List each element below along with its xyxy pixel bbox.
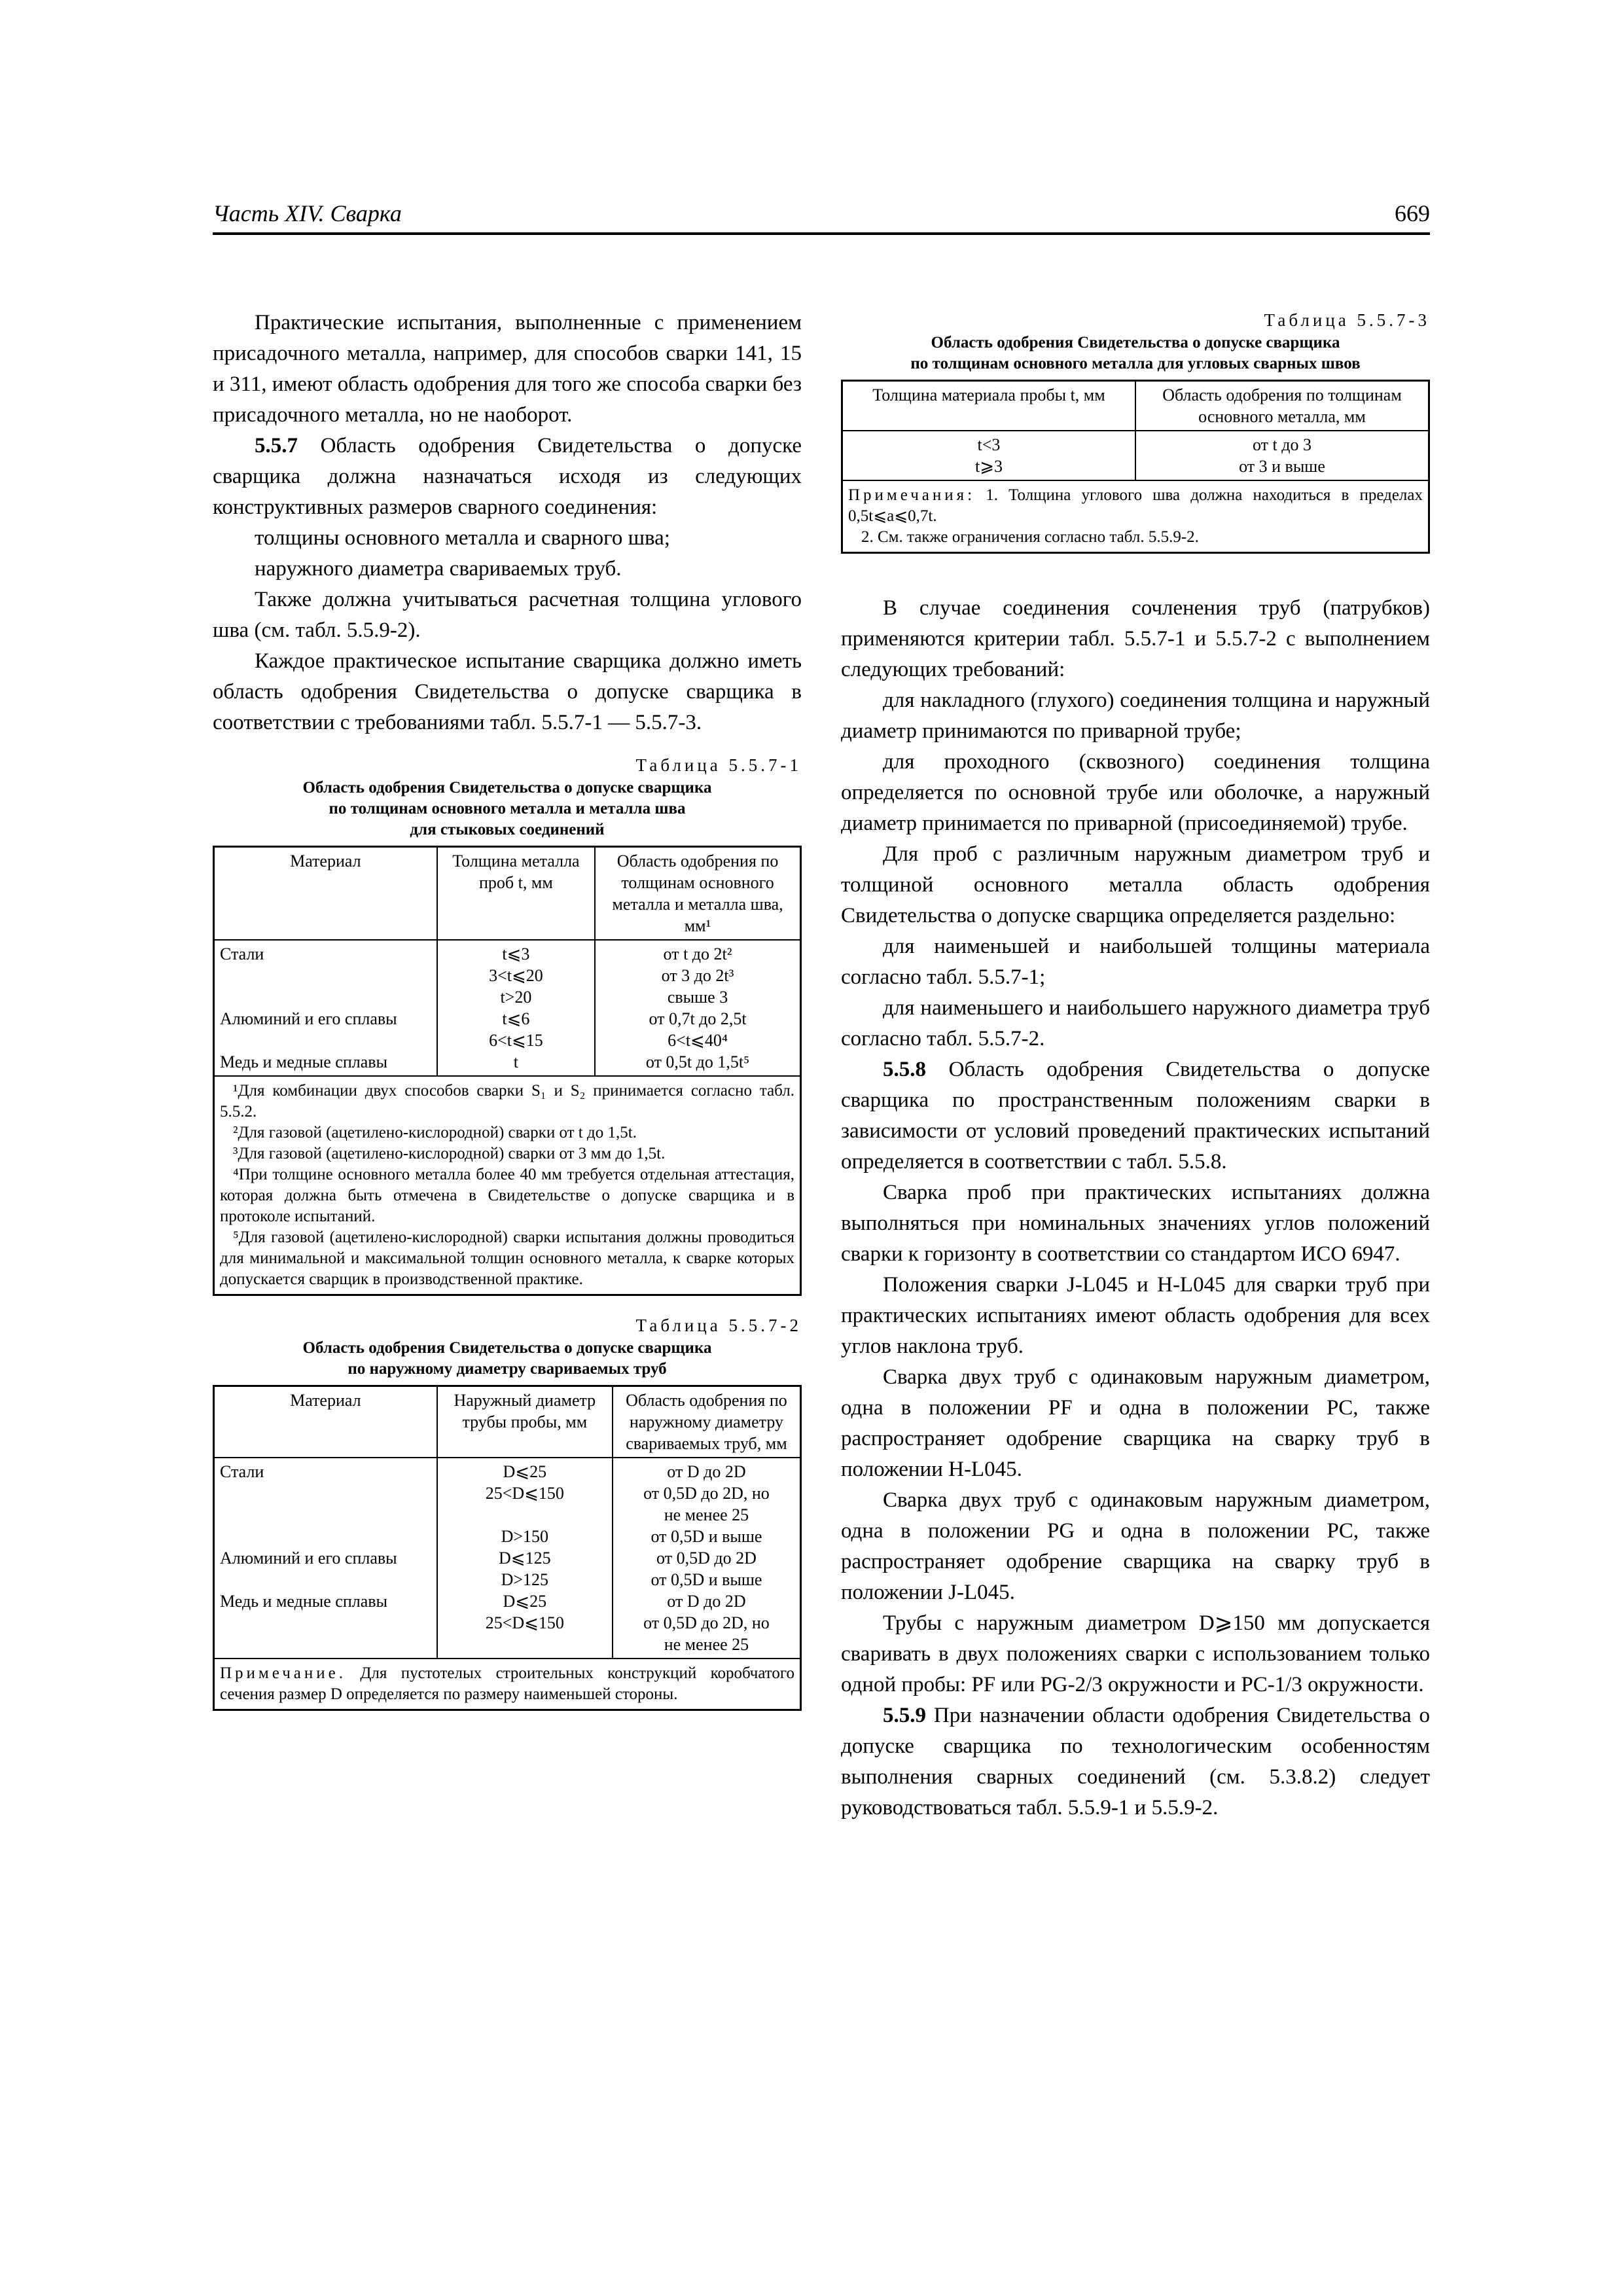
- paragraph: Также должна учитываться расчетная толщина углового шва (см. табл. 5.5.9-2).: [213, 588, 802, 642]
- running-header: [213, 200, 1430, 232]
- cell-line: от 0,5D до 2D, но: [643, 1484, 770, 1503]
- cell-line: t<3: [977, 435, 1001, 454]
- table-caption: [841, 332, 1430, 374]
- paragraph: Практические испытания, выполненные с применением присадочного металла, например, для способов сварки 141, 15 и 311, имеют область одобрения для того же способа сварки без присадочного металла, но не наоборот.: [213, 311, 802, 427]
- cell-line: t: [513, 1052, 519, 1071]
- table-note: [215, 1658, 800, 1709]
- cell-line: [220, 1612, 431, 1634]
- cell-line: [220, 1634, 431, 1655]
- cell-line: не менее 25: [664, 1505, 749, 1524]
- column-header: Материал: [215, 848, 437, 940]
- range-cell: [613, 1458, 800, 1658]
- thickness-cell: [437, 940, 595, 1075]
- section-text: Область одобрения Свидетельства о допуске сварщика по пространственным положениям сварки в зависимости от условий проведений практических испытаний определяется в соответствии с табл. 5.5.8.: [841, 1058, 1430, 1174]
- column-header: Область одобрения по толщинам основного металла, мм: [1135, 382, 1428, 431]
- table-label: Таблица 5.5.7-1: [635, 755, 802, 775]
- section-5-5-8: [841, 1054, 1430, 1177]
- table-5-5-7-1: [213, 753, 802, 1296]
- footnote: ²Для газовой (ацетилено-кислородной) сварки от t до 1,5t.: [233, 1124, 637, 1141]
- data-table: [215, 848, 800, 1075]
- paragraph: Сварка проб при практических испытаниях должна выполняться при номинальных значениях углов положений сварки к горизонту в соответствии со стандартом ИСО 6947.: [841, 1181, 1430, 1266]
- note-label: Примечания:: [848, 486, 976, 504]
- cell-line: D⩽25: [503, 1592, 547, 1611]
- paragraph: для накладного (глухого) соединения толщина и наружный диаметр принимаются по приварной трубе;: [841, 689, 1430, 743]
- column-header: Область одобрения по наружному диаметру свариваемых труб, мм: [613, 1387, 800, 1458]
- cell-line: от 0,5D и выше: [651, 1527, 762, 1546]
- note-text: 1. Толщина углового шва должна находиться в пределах 0,5t⩽a⩽0,7t.: [848, 486, 1423, 525]
- cell-line: [443, 1504, 607, 1526]
- cell-line: D>150: [501, 1527, 549, 1546]
- table-footnotes: [215, 1075, 800, 1294]
- paragraph: для наименьшего и наибольшего наружного диаметра труб согласно табл. 5.5.7-2.: [841, 996, 1430, 1050]
- caption-line: по толщинам основного металла для угловых сварных швов: [910, 355, 1361, 372]
- paragraph: Для проб с различным наружным диаметром труб и толщиной основного металла область одобрения Свидетельства о допуске сварщика определяется раздельно:: [841, 842, 1430, 927]
- cell-line: 25<D⩽150: [485, 1484, 564, 1503]
- cell-line: [220, 1482, 431, 1504]
- table-header-row: [215, 848, 800, 940]
- thickness-cell: [843, 431, 1135, 480]
- table-row: [215, 940, 800, 1075]
- paragraph: для проходного (сквозного) соединения толщина определяется по основной трубе или оболочке, а наружный диаметр принимается по приварной (присоединяемой) трубе.: [841, 750, 1430, 835]
- section-number: 5.5.8: [883, 1058, 926, 1081]
- header-title: Часть XIV. Сварка: [213, 200, 402, 226]
- cell-line: [443, 1634, 607, 1655]
- material-cell: [215, 1458, 437, 1658]
- caption-line: для стыковых соединений: [410, 821, 605, 838]
- cell-line: 6<t⩽40⁴: [668, 1031, 728, 1050]
- cell-line: от 3 и выше: [1239, 457, 1325, 476]
- table-row: [215, 1458, 800, 1658]
- cell-line: [220, 965, 431, 986]
- cell-line: t>20: [500, 988, 532, 1007]
- cell-line: от 3 до 2t³: [661, 966, 734, 985]
- note-label: Примечание.: [220, 1664, 347, 1682]
- footnote: ¹Для комбинации двух способов сварки S₁ и S₂ принимается согласно табл. 5.5.2.: [220, 1082, 794, 1121]
- cell-line: от D до 2D: [667, 1592, 746, 1611]
- paragraph: для наименьшей и наибольшей толщины материала согласно табл. 5.5.7-1;: [841, 935, 1430, 989]
- table-frame: [841, 380, 1430, 554]
- footnote: ⁵Для газовой (ацетилено-кислородной) сварки испытания должны проводиться для минимальной и максимальной толщин основного металла, к сварке которых допускается сварщик в производственной практике.: [220, 1229, 794, 1288]
- cell-line: [220, 1569, 431, 1590]
- section-number: 5.5.9: [883, 1704, 926, 1727]
- cell-line: от 0,5t до 1,5t⁵: [645, 1052, 750, 1071]
- section-number: 5.5.7: [255, 434, 298, 457]
- cell-line: D⩽25: [503, 1462, 547, 1481]
- left-column: [213, 308, 802, 1711]
- table-label: Таблица 5.5.7-2: [635, 1316, 802, 1335]
- data-table: [843, 382, 1428, 480]
- header-rule: [213, 232, 1430, 235]
- footnote: ⁴При толщине основного металла более 40 мм требуется отдельная аттестация, которая должна быть отмечена в Свидетельстве о допуске сварщика и в протоколе испытаний.: [220, 1166, 794, 1225]
- table-header-row: [843, 382, 1428, 431]
- section-text: При назначении области одобрения Свидетельства о допуске сварщика по технологическим особенностям выполнения сварных соединений (см. 5.3.8.2) следует руководствоваться табл. 5.5.9-1 и 5.5.9-2.: [841, 1704, 1430, 1820]
- caption-line: Область одобрения Свидетельства о допуске сварщика: [302, 779, 712, 797]
- footnote: ³Для газовой (ацетилено-кислородной) сварки от 3 мм до 1,5t.: [233, 1145, 666, 1162]
- note-text: Для пустотелых строительных конструкций коробчатого сечения размер D определяется по размеру наименьшей стороны.: [220, 1664, 794, 1703]
- note-text: 2. См. также ограничения согласно табл. 5.5.9-2.: [861, 528, 1199, 546]
- paragraph: Трубы с наружным диаметром D⩾150 мм допускается сваривать в двух положениях сварки с использованием только одной пробы: PF или PG-2/3 окружности и PC-1/3 окружности.: [841, 1611, 1430, 1696]
- column-header: Область одобрения по толщинам основного металла и металла шва, мм¹: [595, 848, 800, 940]
- caption-line: Область одобрения Свидетельства о допуске сварщика: [931, 334, 1340, 351]
- cell-line: [220, 1526, 431, 1547]
- table-caption: [213, 778, 802, 840]
- paragraph: Сварка двух труб с одинаковым наружным диаметром, одна в положении PF и одна в положении PC, также распространяет одобрение сварщика на сварку труб в положении H-L045.: [841, 1365, 1430, 1481]
- column-header: Материал: [215, 1387, 437, 1458]
- table-caption: [213, 1338, 802, 1380]
- paragraph: Каждое практическое испытание сварщика должно иметь область одобрения Свидетельства о допуске сварщика в соответствии с требованиями табл. 5.5.7-1 — 5.5.7-3.: [213, 649, 802, 734]
- data-table: [215, 1387, 800, 1658]
- cell-line: от 0,5D и выше: [651, 1570, 762, 1589]
- cell-line: от t до 3: [1253, 435, 1311, 454]
- cell-line: D⩽125: [499, 1549, 551, 1568]
- cell-line: t⩽6: [502, 1009, 530, 1028]
- section-5-5-7: [213, 431, 802, 523]
- table-frame: [213, 846, 802, 1296]
- list-item: наружного диаметра свариваемых труб.: [255, 557, 622, 581]
- cell-line: от t до 2t²: [663, 944, 732, 963]
- caption-line: по толщинам основного металла и металла шва: [329, 800, 686, 817]
- range-cell: [1135, 431, 1428, 480]
- paragraph: Положения сварки J-L045 и H-L045 для сварки труб при практических испытаниях имеют область одобрения для всех углов наклона труб.: [841, 1273, 1430, 1358]
- section-text: Область одобрения Свидетельства о допуске сварщика должна назначаться исходя из следующих конструктивных размеров сварного соединения:: [213, 434, 802, 519]
- paragraph: Сварка двух труб с одинаковым наружным диаметром, одна в положении PG и одна в положении PC, также распространяет одобрение сварщика на сварку труб в положении J-L045.: [841, 1488, 1430, 1604]
- column-header: Толщина металла проб t, мм: [437, 848, 595, 940]
- cell-line: [220, 1504, 431, 1526]
- cell-line: свыше 3: [667, 988, 728, 1007]
- cell-line: Медь и медные сплавы: [220, 1592, 387, 1611]
- cell-line: 3<t⩽20: [489, 966, 543, 985]
- cell-line: Алюминий и его сплавы: [220, 1549, 397, 1568]
- cell-line: [220, 986, 431, 1008]
- cell-line: Стали: [220, 1462, 264, 1481]
- cell-line: не менее 25: [664, 1635, 749, 1654]
- right-column: [841, 308, 1430, 1823]
- cell-line: [220, 1030, 431, 1051]
- table-label: Таблица 5.5.7-3: [1264, 310, 1430, 330]
- table-note: [843, 480, 1428, 552]
- table-frame: [213, 1385, 802, 1711]
- cell-line: t⩾3: [974, 457, 1003, 476]
- cell-line: 6<t⩽15: [489, 1031, 543, 1050]
- diameter-cell: [437, 1458, 613, 1658]
- caption-line: по наружному диаметру свариваемых труб: [348, 1360, 667, 1378]
- cell-line: от 0,7t до 2,5t: [649, 1009, 747, 1028]
- table-5-5-7-3: [841, 308, 1430, 554]
- page-number: 669: [1395, 200, 1430, 226]
- cell-line: от D до 2D: [667, 1462, 746, 1481]
- cell-line: t⩽3: [502, 944, 530, 963]
- cell-line: Медь и медные сплавы: [220, 1052, 387, 1071]
- caption-line: Область одобрения Свидетельства о допуске сварщика: [302, 1339, 712, 1357]
- cell-line: Стали: [220, 944, 264, 963]
- cell-line: от 0,5D до 2D: [656, 1549, 757, 1568]
- table-5-5-7-2: [213, 1313, 802, 1711]
- column-header: Толщина материала пробы t, мм: [843, 382, 1135, 431]
- paragraph: В случае соединения сочленения труб (патрубков) применяются критерии табл. 5.5.7-1 и 5.5.7-2 с выполнением следующих требований:: [841, 596, 1430, 681]
- range-cell: [595, 940, 800, 1075]
- section-5-5-9: [841, 1700, 1430, 1823]
- cell-line: 25<D⩽150: [485, 1613, 564, 1632]
- material-cell: [215, 940, 437, 1075]
- list-item: толщины основного металла и сварного шва;: [255, 526, 670, 550]
- table-row: [843, 431, 1428, 480]
- cell-line: от 0,5D до 2D, но: [643, 1613, 770, 1632]
- table-header-row: [215, 1387, 800, 1458]
- column-header: Наружный диаметр трубы пробы, мм: [437, 1387, 613, 1458]
- cell-line: Алюминий и его сплавы: [220, 1009, 397, 1028]
- cell-line: D>125: [501, 1570, 549, 1589]
